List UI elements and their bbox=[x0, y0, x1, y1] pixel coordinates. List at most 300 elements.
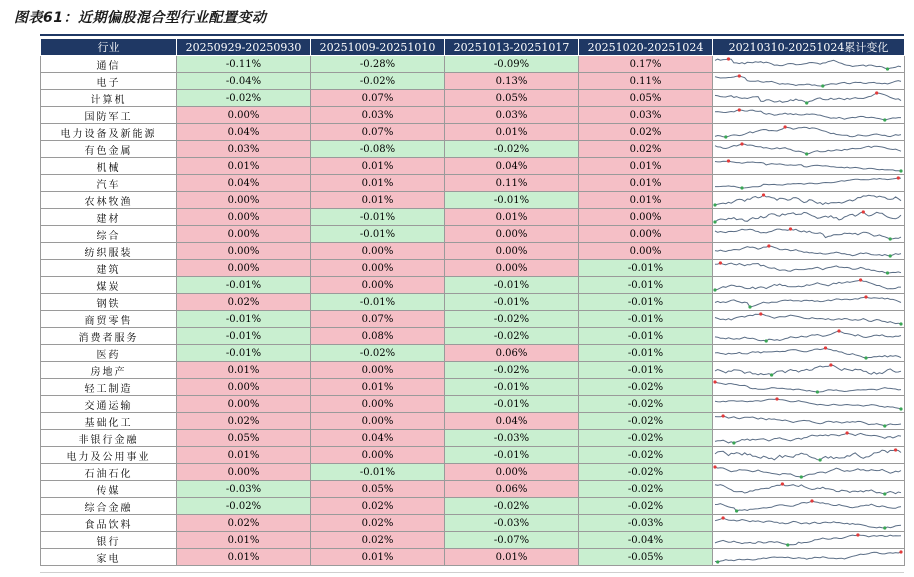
max-marker bbox=[767, 244, 770, 247]
industry-cell: 农林牧渔 bbox=[41, 192, 177, 209]
value-cell: 0.00% bbox=[177, 107, 311, 124]
value-cell: 0.03% bbox=[177, 141, 311, 158]
value-cell: -0.03% bbox=[177, 481, 311, 498]
min-marker bbox=[883, 526, 886, 529]
value-cell: 0.01% bbox=[177, 362, 311, 379]
industry-cell: 综合金融 bbox=[41, 498, 177, 515]
value-cell: -0.02% bbox=[579, 447, 713, 464]
value-cell: -0.01% bbox=[445, 447, 579, 464]
header-row bbox=[41, 39, 905, 56]
cumulative-sparkline-cell bbox=[713, 345, 905, 362]
sparkline bbox=[713, 498, 903, 514]
cumulative-sparkline-cell bbox=[713, 56, 905, 73]
value-cell: -0.01% bbox=[445, 379, 579, 396]
value-cell: 0.02% bbox=[311, 515, 445, 532]
table-row bbox=[41, 192, 905, 209]
industry-cell: 房地产 bbox=[41, 362, 177, 379]
industry-cell: 消费者服务 bbox=[41, 328, 177, 345]
sparkline-path bbox=[715, 331, 901, 341]
value-cell: -0.01% bbox=[579, 311, 713, 328]
value-cell: 0.02% bbox=[177, 413, 311, 430]
sparkline-path bbox=[715, 484, 901, 494]
cumulative-sparkline-cell bbox=[713, 175, 905, 192]
min-marker bbox=[899, 322, 902, 325]
table-row bbox=[41, 328, 905, 345]
value-cell: 0.00% bbox=[445, 464, 579, 481]
sparkline bbox=[713, 294, 903, 310]
industry-cell: 机械 bbox=[41, 158, 177, 175]
max-marker bbox=[899, 550, 902, 553]
max-marker bbox=[722, 516, 725, 519]
sparkline-path bbox=[715, 501, 901, 511]
header-period-4: 20251020-20251024 bbox=[579, 39, 713, 56]
max-marker bbox=[738, 74, 741, 77]
value-cell: 0.02% bbox=[177, 294, 311, 311]
value-cell: -0.01% bbox=[177, 277, 311, 294]
table-row bbox=[41, 107, 905, 124]
sparkline bbox=[713, 243, 903, 259]
sparkline-path bbox=[715, 297, 901, 307]
min-marker bbox=[821, 84, 824, 87]
value-cell: -0.01% bbox=[177, 311, 311, 328]
min-marker bbox=[864, 356, 867, 359]
min-marker bbox=[800, 475, 803, 478]
sparkline bbox=[713, 532, 903, 548]
value-cell: 0.02% bbox=[311, 498, 445, 515]
table-row bbox=[41, 73, 905, 90]
value-cell: 0.11% bbox=[445, 175, 579, 192]
industry-cell: 建筑 bbox=[41, 260, 177, 277]
sparkline-path bbox=[715, 314, 901, 324]
cumulative-sparkline-cell bbox=[713, 549, 905, 566]
value-cell: 0.00% bbox=[311, 362, 445, 379]
max-marker bbox=[762, 193, 765, 196]
min-marker bbox=[765, 339, 768, 342]
max-marker bbox=[759, 312, 762, 315]
value-cell: 0.00% bbox=[177, 226, 311, 243]
max-marker bbox=[837, 329, 840, 332]
value-cell: -0.01% bbox=[311, 294, 445, 311]
min-marker bbox=[713, 288, 716, 291]
min-marker bbox=[713, 203, 716, 206]
sparkline bbox=[713, 226, 903, 242]
max-marker bbox=[894, 448, 897, 451]
min-marker bbox=[713, 220, 716, 223]
cumulative-sparkline-cell bbox=[713, 532, 905, 549]
industry-cell: 纺织服装 bbox=[41, 243, 177, 260]
value-cell: -0.28% bbox=[311, 56, 445, 73]
cumulative-sparkline-cell bbox=[713, 362, 905, 379]
value-cell: -0.02% bbox=[579, 396, 713, 413]
max-marker bbox=[713, 465, 716, 468]
sparkline bbox=[713, 396, 903, 412]
value-cell: -0.02% bbox=[579, 379, 713, 396]
industry-cell: 有色金属 bbox=[41, 141, 177, 158]
table-row bbox=[41, 481, 905, 498]
cumulative-sparkline-cell bbox=[713, 430, 905, 447]
value-cell: 0.00% bbox=[177, 243, 311, 260]
value-cell: 0.01% bbox=[579, 158, 713, 175]
value-cell: -0.01% bbox=[445, 396, 579, 413]
header-period-1: 20250929-20250930 bbox=[177, 39, 311, 56]
value-cell: -0.01% bbox=[579, 294, 713, 311]
max-marker bbox=[719, 261, 722, 264]
min-marker bbox=[899, 407, 902, 410]
industry-cell: 电力设备及新能源 bbox=[41, 124, 177, 141]
cumulative-sparkline-cell bbox=[713, 158, 905, 175]
header-industry: 行业 bbox=[41, 39, 177, 56]
min-marker bbox=[716, 560, 719, 563]
value-cell: -0.03% bbox=[579, 515, 713, 532]
table-row bbox=[41, 498, 905, 515]
value-cell: -0.02% bbox=[445, 498, 579, 515]
sparkline bbox=[713, 56, 903, 72]
sparkline bbox=[713, 209, 903, 225]
value-cell: -0.04% bbox=[177, 73, 311, 90]
sparkline-path bbox=[715, 535, 901, 545]
value-cell: -0.07% bbox=[445, 532, 579, 549]
sparkline-path bbox=[715, 382, 901, 392]
table-row bbox=[41, 175, 905, 192]
table-row bbox=[41, 124, 905, 141]
min-marker bbox=[805, 152, 808, 155]
max-marker bbox=[897, 176, 900, 179]
cumulative-sparkline-cell bbox=[713, 260, 905, 277]
value-cell: -0.01% bbox=[311, 226, 445, 243]
value-cell: -0.02% bbox=[579, 464, 713, 481]
industry-cell: 电子 bbox=[41, 73, 177, 90]
header-period-2: 20251009-20251010 bbox=[311, 39, 445, 56]
sparkline-path bbox=[715, 399, 901, 409]
table-row bbox=[41, 396, 905, 413]
cumulative-sparkline-cell bbox=[713, 447, 905, 464]
value-cell: 0.00% bbox=[579, 209, 713, 226]
value-cell: -0.01% bbox=[579, 328, 713, 345]
value-cell: -0.01% bbox=[579, 345, 713, 362]
value-cell: -0.02% bbox=[311, 345, 445, 362]
value-cell: 0.00% bbox=[311, 396, 445, 413]
value-cell: 0.01% bbox=[177, 549, 311, 566]
sparkline bbox=[713, 73, 903, 89]
value-cell: -0.01% bbox=[445, 294, 579, 311]
value-cell: 0.01% bbox=[311, 192, 445, 209]
industry-cell: 钢铁 bbox=[41, 294, 177, 311]
value-cell: 0.03% bbox=[579, 107, 713, 124]
value-cell: 0.07% bbox=[311, 90, 445, 107]
value-cell: 0.07% bbox=[311, 124, 445, 141]
table-row bbox=[41, 515, 905, 532]
value-cell: 0.03% bbox=[445, 107, 579, 124]
sparkline-path bbox=[715, 161, 901, 171]
value-cell: 0.01% bbox=[311, 175, 445, 192]
sparkline bbox=[713, 379, 903, 395]
figure-title: 图表61：近期偏股混合型行业配置变动 bbox=[14, 10, 267, 26]
sparkline bbox=[713, 464, 903, 480]
sparkline-path bbox=[715, 450, 901, 460]
value-cell: 0.00% bbox=[579, 226, 713, 243]
max-marker bbox=[722, 414, 725, 417]
industry-cell: 基础化工 bbox=[41, 413, 177, 430]
value-cell: -0.02% bbox=[445, 311, 579, 328]
value-cell: 0.02% bbox=[311, 532, 445, 549]
sparkline bbox=[713, 362, 903, 378]
max-marker bbox=[824, 346, 827, 349]
min-marker bbox=[883, 118, 886, 121]
value-cell: 0.01% bbox=[177, 447, 311, 464]
value-cell: 0.07% bbox=[311, 311, 445, 328]
max-marker bbox=[846, 431, 849, 434]
value-cell: 0.00% bbox=[311, 243, 445, 260]
table-row bbox=[41, 141, 905, 158]
cumulative-sparkline-cell bbox=[713, 498, 905, 515]
cumulative-sparkline-cell bbox=[713, 396, 905, 413]
value-cell: 0.02% bbox=[177, 515, 311, 532]
max-marker bbox=[775, 397, 778, 400]
value-cell: 0.00% bbox=[579, 243, 713, 260]
sparkline-path bbox=[715, 246, 901, 256]
value-cell: 0.01% bbox=[311, 158, 445, 175]
cumulative-sparkline-cell bbox=[713, 124, 905, 141]
max-marker bbox=[862, 210, 865, 213]
value-cell: 0.13% bbox=[445, 73, 579, 90]
value-cell: -0.02% bbox=[579, 413, 713, 430]
value-cell: -0.01% bbox=[177, 345, 311, 362]
cumulative-sparkline-cell bbox=[713, 90, 905, 107]
value-cell: 0.00% bbox=[177, 209, 311, 226]
industry-cell: 银行 bbox=[41, 532, 177, 549]
sparkline-path bbox=[715, 229, 901, 239]
industry-cell: 汽车 bbox=[41, 175, 177, 192]
value-cell: -0.09% bbox=[445, 56, 579, 73]
min-marker bbox=[786, 543, 789, 546]
sparkline bbox=[713, 107, 903, 123]
value-cell: 0.01% bbox=[445, 209, 579, 226]
sparkline-path bbox=[715, 195, 901, 205]
value-cell: 0.00% bbox=[311, 413, 445, 430]
sparkline bbox=[713, 549, 903, 565]
industry-cell: 电力及公用事业 bbox=[41, 447, 177, 464]
value-cell: 0.04% bbox=[445, 413, 579, 430]
max-marker bbox=[810, 499, 813, 502]
value-cell: 0.02% bbox=[579, 124, 713, 141]
industry-cell: 交通运输 bbox=[41, 396, 177, 413]
table-row bbox=[41, 413, 905, 430]
sparkline bbox=[713, 328, 903, 344]
value-cell: 0.17% bbox=[579, 56, 713, 73]
max-marker bbox=[713, 380, 716, 383]
industry-cell: 建材 bbox=[41, 209, 177, 226]
value-cell: -0.11% bbox=[177, 56, 311, 73]
sparkline-path bbox=[715, 144, 901, 154]
value-cell: -0.01% bbox=[177, 328, 311, 345]
cumulative-sparkline-cell bbox=[713, 73, 905, 90]
sparkline bbox=[713, 90, 903, 106]
sparkline bbox=[713, 481, 903, 497]
value-cell: 0.03% bbox=[311, 107, 445, 124]
value-cell: -0.01% bbox=[445, 277, 579, 294]
max-marker bbox=[789, 227, 792, 230]
value-cell: 0.06% bbox=[445, 481, 579, 498]
table-row bbox=[41, 209, 905, 226]
max-marker bbox=[856, 533, 859, 536]
title-rule bbox=[40, 34, 904, 36]
min-marker bbox=[883, 424, 886, 427]
value-cell: 0.11% bbox=[579, 73, 713, 90]
table-row bbox=[41, 430, 905, 447]
value-cell: -0.01% bbox=[445, 192, 579, 209]
value-cell: 0.08% bbox=[311, 328, 445, 345]
sparkline-path bbox=[715, 467, 901, 477]
header-cumulative: 20210310-20251024累计变化 bbox=[713, 39, 905, 56]
value-cell: 0.00% bbox=[177, 396, 311, 413]
cumulative-sparkline-cell bbox=[713, 413, 905, 430]
value-cell: -0.02% bbox=[445, 328, 579, 345]
value-cell: 0.05% bbox=[177, 430, 311, 447]
cumulative-sparkline-cell bbox=[713, 328, 905, 345]
value-cell: 0.00% bbox=[445, 260, 579, 277]
table-row bbox=[41, 464, 905, 481]
value-cell: -0.08% bbox=[311, 141, 445, 158]
min-marker bbox=[819, 458, 822, 461]
value-cell: -0.02% bbox=[311, 73, 445, 90]
sparkline-path bbox=[715, 433, 901, 443]
value-cell: 0.01% bbox=[445, 549, 579, 566]
sparkline-path bbox=[715, 280, 901, 290]
sparkline bbox=[713, 192, 903, 208]
cumulative-sparkline-cell bbox=[713, 209, 905, 226]
industry-cell: 综合 bbox=[41, 226, 177, 243]
table-row bbox=[41, 311, 905, 328]
value-cell: 0.01% bbox=[579, 175, 713, 192]
sparkline-path bbox=[715, 93, 901, 103]
sparkline-path bbox=[715, 552, 901, 562]
industry-cell: 食品饮料 bbox=[41, 515, 177, 532]
value-cell: -0.01% bbox=[311, 464, 445, 481]
allocation-table bbox=[40, 38, 905, 566]
table-row bbox=[41, 226, 905, 243]
value-cell: 0.01% bbox=[177, 532, 311, 549]
value-cell: 0.00% bbox=[311, 277, 445, 294]
sparkline bbox=[713, 260, 903, 276]
industry-cell: 医药 bbox=[41, 345, 177, 362]
value-cell: -0.03% bbox=[445, 430, 579, 447]
sparkline-path bbox=[715, 76, 901, 86]
max-marker bbox=[740, 142, 743, 145]
min-marker bbox=[816, 390, 819, 393]
sparkline-path bbox=[715, 365, 901, 375]
value-cell: -0.02% bbox=[579, 430, 713, 447]
sparkline bbox=[713, 345, 903, 361]
min-marker bbox=[889, 254, 892, 257]
max-marker bbox=[829, 363, 832, 366]
sparkline bbox=[713, 141, 903, 157]
min-marker bbox=[740, 186, 743, 189]
value-cell: -0.02% bbox=[177, 498, 311, 515]
min-marker bbox=[805, 101, 808, 104]
table-row bbox=[41, 158, 905, 175]
value-cell: -0.02% bbox=[579, 481, 713, 498]
value-cell: 0.01% bbox=[311, 549, 445, 566]
value-cell: -0.02% bbox=[445, 141, 579, 158]
value-cell: -0.01% bbox=[311, 209, 445, 226]
cumulative-sparkline-cell bbox=[713, 311, 905, 328]
sparkline-path bbox=[715, 518, 901, 528]
value-cell: 0.04% bbox=[177, 175, 311, 192]
min-marker bbox=[889, 237, 892, 240]
sparkline-path bbox=[715, 127, 901, 137]
min-marker bbox=[770, 373, 773, 376]
sparkline bbox=[713, 311, 903, 327]
industry-cell: 传媒 bbox=[41, 481, 177, 498]
max-marker bbox=[738, 108, 741, 111]
min-marker bbox=[886, 67, 889, 70]
industry-cell: 轻工制造 bbox=[41, 379, 177, 396]
value-cell: 0.00% bbox=[445, 226, 579, 243]
value-cell: -0.01% bbox=[579, 277, 713, 294]
cumulative-sparkline-cell bbox=[713, 107, 905, 124]
cumulative-sparkline-cell bbox=[713, 192, 905, 209]
sparkline-path bbox=[715, 59, 901, 69]
sparkline-path bbox=[715, 348, 901, 358]
footer-rule bbox=[40, 572, 904, 573]
value-cell: 0.00% bbox=[177, 260, 311, 277]
value-cell: 0.00% bbox=[177, 379, 311, 396]
min-marker bbox=[748, 305, 751, 308]
sparkline-path bbox=[715, 416, 901, 426]
min-marker bbox=[899, 169, 902, 172]
industry-cell: 计算机 bbox=[41, 90, 177, 107]
sparkline-path bbox=[715, 110, 901, 120]
sparkline-path bbox=[715, 263, 901, 273]
value-cell: 0.01% bbox=[177, 158, 311, 175]
max-marker bbox=[781, 482, 784, 485]
value-cell: 0.00% bbox=[177, 192, 311, 209]
cumulative-sparkline-cell bbox=[713, 243, 905, 260]
cumulative-sparkline-cell bbox=[713, 379, 905, 396]
value-cell: 0.05% bbox=[311, 481, 445, 498]
sparkline bbox=[713, 430, 903, 446]
industry-cell: 煤炭 bbox=[41, 277, 177, 294]
sparkline bbox=[713, 175, 903, 191]
sparkline bbox=[713, 413, 903, 429]
value-cell: -0.02% bbox=[445, 362, 579, 379]
value-cell: -0.01% bbox=[579, 362, 713, 379]
value-cell: 0.00% bbox=[445, 243, 579, 260]
cumulative-sparkline-cell bbox=[713, 515, 905, 532]
sparkline bbox=[713, 158, 903, 174]
cumulative-sparkline-cell bbox=[713, 226, 905, 243]
min-marker bbox=[883, 492, 886, 495]
sparkline-path bbox=[715, 178, 901, 188]
cumulative-sparkline-cell bbox=[713, 294, 905, 311]
table-row bbox=[41, 90, 905, 107]
industry-cell: 商贸零售 bbox=[41, 311, 177, 328]
value-cell: 0.05% bbox=[579, 90, 713, 107]
table-row bbox=[41, 56, 905, 73]
value-cell: 0.00% bbox=[311, 260, 445, 277]
sparkline bbox=[713, 124, 903, 140]
value-cell: -0.02% bbox=[177, 90, 311, 107]
value-cell: 0.04% bbox=[445, 158, 579, 175]
min-marker bbox=[724, 135, 727, 138]
max-marker bbox=[727, 159, 730, 162]
value-cell: 0.05% bbox=[445, 90, 579, 107]
table-row bbox=[41, 362, 905, 379]
min-marker bbox=[732, 441, 735, 444]
min-marker bbox=[735, 509, 738, 512]
cumulative-sparkline-cell bbox=[713, 481, 905, 498]
industry-cell: 非银行金融 bbox=[41, 430, 177, 447]
